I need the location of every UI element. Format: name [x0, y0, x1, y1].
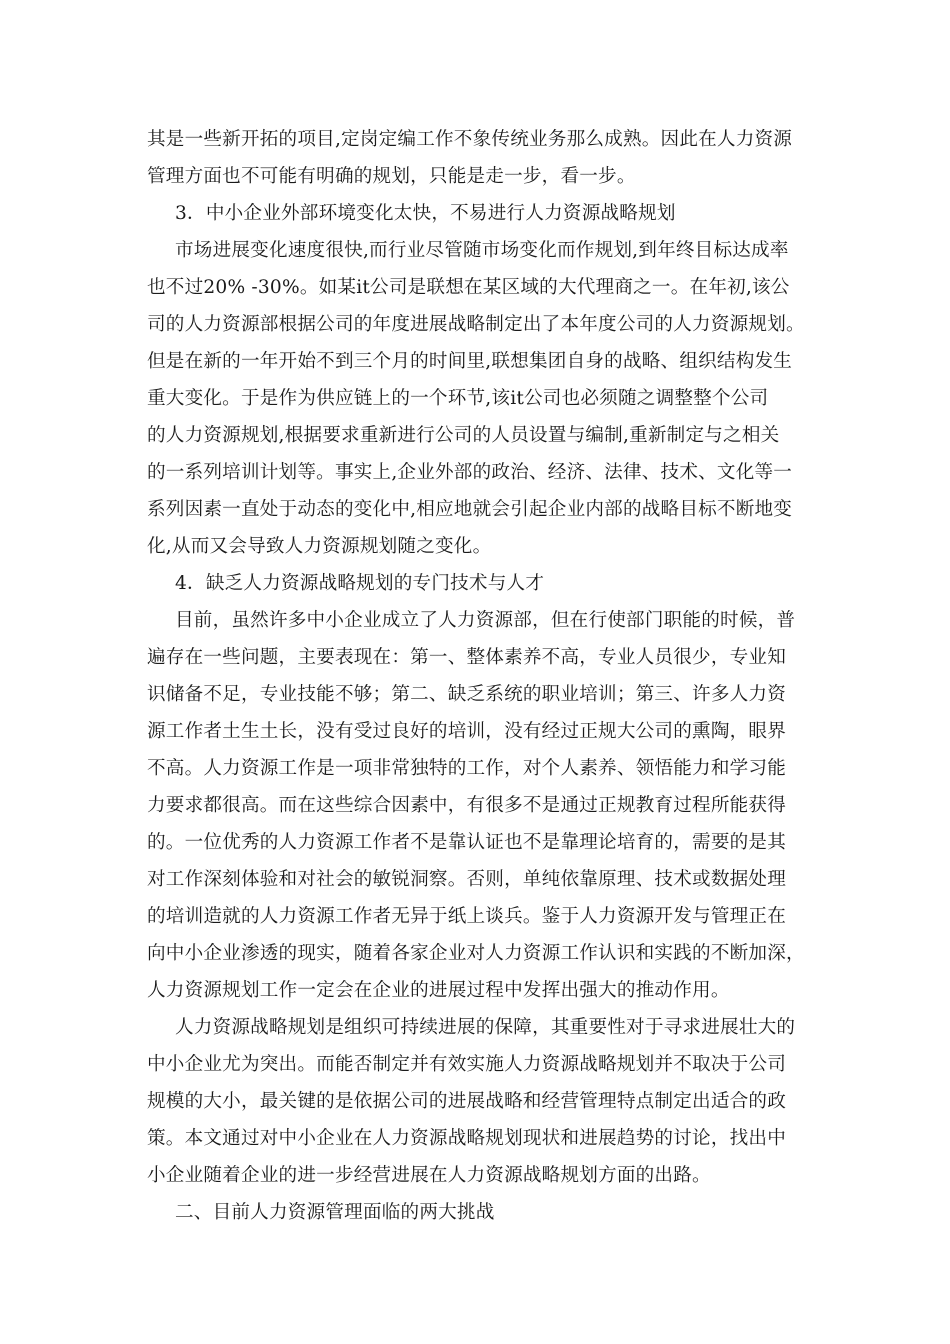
text-line: 化,从而又会导致人力资源规划随之变化。	[147, 536, 492, 557]
text-line: 人力资源规划工作一定会在企业的进展过程中发挥出强大的推动作用。	[147, 980, 730, 1001]
text-line: 司的人力资源部根据公司的年度进展战略制定出了本年度公司的人力资源规划。	[147, 314, 805, 335]
text-line: 小企业随着企业的进一步经营进展在人力资源战略规划方面的出路。	[147, 1165, 711, 1186]
text-line: 的人力资源规划,根据要求重新进行公司的人员设置与编制,重新制定与之相关	[147, 425, 780, 446]
text-line: 重大变化。于是作为供应链上的一个环节,该it公司也必须随之调整整个公司	[147, 388, 769, 409]
text-line: 向中小企业渗透的现实，随着各家企业对人力资源工作认识和实践的不断加深，	[147, 943, 805, 964]
text-line: 也不过20% -30%。如某it公司是联想在某区域的大代理商之一。在年初,该公	[147, 277, 790, 298]
text-line: 遍存在一些问题，主要表现在：第一、整体素养不高，专业人员很少，专业知	[147, 647, 786, 668]
text-line: 其是一些新开拓的项目,定岗定编工作不象传统业务那么成熟。因此在人力资源	[147, 129, 793, 150]
section-heading: 4．缺乏人力资源战略规划的专门技术与人才	[175, 573, 545, 594]
text-line: 的培训造就的人力资源工作者无异于纸上谈兵。鉴于人力资源开发与管理正在	[147, 906, 786, 927]
text-line: 市场进展变化速度很快,而行业尽管随市场变化而作规划,到年终目标达成率	[175, 240, 789, 261]
text-line: 力要求都很高。而在这些综合因素中，有很多不是通过正规教育过程所能获得	[147, 795, 786, 816]
text-line: 人力资源战略规划是组织可持续进展的保障，其重要性对于寻求进展壮大的	[175, 1017, 796, 1038]
section-heading: 3．中小企业外部环境变化太快，不易进行人力资源战略规划	[175, 203, 676, 224]
text-line: 的。一位优秀的人力资源工作者不是靠认证也不是靠理论培育的，需要的是其	[147, 832, 786, 853]
text-line: 管理方面也不可能有明确的规划，只能是走一步，看一步。	[147, 166, 636, 187]
text-line: 目前，虽然许多中小企业成立了人力资源部，但在行使部门职能的时候，普	[175, 610, 796, 631]
text-line: 中小企业尤为突出。而能否制定并有效实施人力资源战略规划并不取决于公司	[147, 1054, 786, 1075]
text-line: 识储备不足，专业技能不够；第二、缺乏系统的职业培训；第三、许多人力资	[147, 684, 786, 705]
text-line: 源工作者土生土长，没有受过良好的培训，没有经过正规大公司的熏陶，眼界	[147, 721, 786, 742]
text-line: 策。本文通过对中小企业在人力资源战略规划现状和进展趋势的讨论，找出中	[147, 1128, 786, 1149]
section-heading: 二、目前人力资源管理面临的两大挑战	[175, 1202, 495, 1223]
text-line: 系列因素一直处于动态的变化中,相应地就会引起企业内部的战略目标不断地变	[147, 499, 793, 520]
text-line: 不高。人力资源工作是一项非常独特的工作，对个人素养、领悟能力和学习能	[147, 758, 786, 779]
text-line: 的一系列培训计划等。事实上,企业外部的政治、经济、法律、技术、文化等一	[147, 462, 793, 483]
text-line: 对工作深刻体验和对社会的敏锐洞察。否则，单纯依靠原理、技术或数据处理	[147, 869, 786, 890]
text-line: 但是在新的一年开始不到三个月的时间里,联想集团自身的战略、组织结构发生	[147, 351, 793, 372]
text-line: 规模的大小，最关键的是依据公司的进展战略和经营管理特点制定出适合的政	[147, 1091, 786, 1112]
